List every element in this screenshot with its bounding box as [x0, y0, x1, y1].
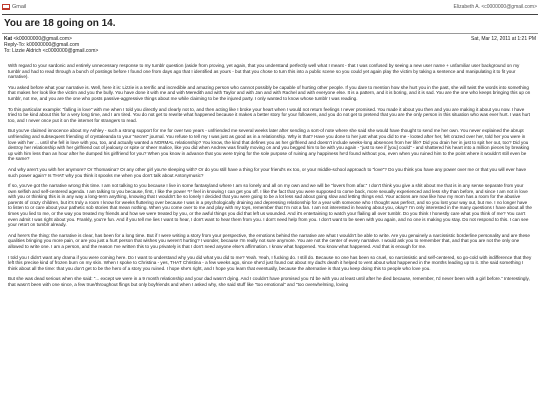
top-bar [0, 0, 540, 14]
body-paragraph: And why aren't you with her anymore? Or Thomasina? Or any other girl you're sleeping with? Or do you still have a thing for your friend's ex too, or your middle-school approach to "love"? Do you think you have any power over me or that you will ever have such power again? Is THAT why you think it spooks me when you don't talk about Antonymusic? [8, 166, 527, 178]
body-paragraph: I told you I didn't want any drama if you were coming here. Do I want to understand why you did what you did to me? Yeah. Yeah, I fucking do. I still do. Because no one has been so cruel, so narcissistic and self-centered, so go-cold with indifference that they left this precise kind of frozen burn on my skin. When I spoke to Christina - yes, THAT Christina - a few weeks ago, since she'd just found out about my dad's death it helped to vent about what happened in the months leading up to it. She said something I think about all the time: that you don't get to be the hero of a story you ruined. I hope she's right, and I hope you learn that eventually, because the alternative is that you keep doing this to people who love you. [8, 254, 532, 271]
gmail-logo-label: Gmail [12, 4, 27, 10]
body-paragraph: If so, you've got the narrative wrong this time. I am not talking to you because I live in some fantasyland where I am so lonely and all on my own and we will be "lovers from afar." I don't think you give a shit about me that is in any sense separate from your own selfish and self-centered agenda. I am talking to you because, first, I like the power *I* feel in knowing I can get you off. I like the fact that you were supposed to come back, more sexually experienced and less shy than before, and since I am not in love with you or thinking this is in any way a long-term anything, knowing that I wouldn't be so lonely I decided that you were going to be a lot less sad about going slow and letting things end. Your actions are now like how my mom has a room for the abusive parents of crazy children, but it's truly a room I know for weeks fluttering over because I was in a psychologically draining and depressing relationship for a year with someone who I thought was perfect, and so you lost your way out, but me. I no longer have to listen to or care about your pathetic sob stories that mean nothing. When you come over to me and play with my toys, remember that I'm not a fan. I am not interested in hearing about you, okay? I'm only interested in the many questions I have about all the times you lied to me, or the way you treated my friends and how we were treated by you, or the awful things you did that left us wounded. And it's entertaining to watch your flailing all over tumblr. Do you think I honestly care what you think of me? You can't even admit I was right about you. Frankly, you're fun. And if you tell me lies I want to hear, I don't want to hear them from you. I don't need help from you. I don't want to be seen with you again, and no one is making you stay. Do not respond to this. I can see your retort on tumblr already. [8, 183, 532, 228]
message-date: Sat, Mar 12, 2011 at 1:21 PM [471, 36, 536, 42]
reply-to-line: Reply-To: k00000000@gmail.com [4, 42, 80, 48]
account-label: Elizabeth A. <c0000000@gmail.com> [453, 4, 537, 10]
subject-heading: You are 18 going on 14. [4, 18, 116, 29]
message-header [0, 34, 540, 54]
sender-name: Kat [4, 36, 13, 42]
body-paragraph: But she was dead serious when she said: "... except we were in a 9 month relationship and your dad wasn't dying. And I couldn't have promised you I'd be with you at least until after he died because, remember, I'd never been with a girl before." Interestingly, that wasn't been with one since, a few true/throughout flings but only boyfriends and when I asked why, she said stuff like "too emotional" and "too overwhelming, loving [8, 276, 530, 287]
recipient-line: To: Lizzie Aldrich <c0000000@gmail.com> [4, 48, 99, 54]
sender-email: <k00000000@gmail.com> [13, 36, 72, 42]
body-paragraph: But you've claimed innocence about my Ashley - such a strong support for me for over two years - unfriended me several weeks later after sending a sort-of note where she said she would have thought to send me her own. You never explained the abrupt unfriending and subsequent friending of crystaleanda to your "secret" journal. You refuse to tell my I was just as good as in a relationship. Why is that? Have you done to her just what you did to me - looted after her, felt crazed over her, told her you were in love with her ... until she fell in love with you, too, and actually wanted a NORMAL relationship? You know, the kind that defines you as her girlfriend and doesn't include weeks-long absences from her life? Did you drain her in just to spit her out, too? Did you destroy her relationship with her girlfriend out of jealousy or spite or sheer malice, like you did when Andrew was finally moving on and you begged him to be with you again - "just to see if [you] could" - and shattered his heart into a million pieces by breaking up with him less than an hour after he dumped his girlfriend for you? When you know in advance that you were trying for the sole purpose of ruining any happiness he'd found without you, even when you ruined him to the point where it wouldn't still even be the same? [8, 128, 530, 162]
envelope-icon [2, 4, 10, 10]
gmail-logo [2, 4, 26, 10]
body-paragraph: To this particular example: "falling in love" with me when I told you directly and clearly not to, and then acting like I broke your heart when I would not return feelings I never promised. You made it about you then and you are making it about you now. I have tried to be kind about this for a very long time, and I am tired. You do not get to rewrite what happened because it makes a better story for your followers, and you do not get to pretend that you are the only person in this situation who was ever hurt. I was hurt too, and I never once put it on the internet for strangers to read. [8, 106, 530, 123]
body-paragraph: And here's the thing: the narrative is clear, has been for a long time. But if I were writing a story from your perspective, the emotions behind the narrative are what I wouldn't be able to write. Are you genuinely a narcissistic borderline personality and are these qualities bringing you more pain, or are you just a hurt person that wishes you weren't hurting? I wonder, because I'm really not sure anymore. You are not the center of every narrative. I would ask you to remember that, and that you are not the only one allowed to write one. I am a person, and the reason I've written this to you privately is that I don't need anyone else's affirmation. I know what happened. You know what happened. And that is enough for me. [8, 232, 530, 250]
message-body [0, 54, 540, 288]
body-paragraph: With regard to your sardonic and entirely unnecessary response to my tumblr question (aside from proving, yet again, that you understand perfectly well what I meant - that I was confused by seeing a new user name + unfamiliar user background on my tumblr and had to read through a bunch of postings before I found one from days ago that I identified as yours - but that you chose to turn this into a public scene so you could yet again play the victim by taking a sentence and manipulating it to fit your narrative). [8, 63, 520, 80]
body-paragraph: You asked before what your narrative is. Well, here it is: Lizzie is a terrific and incredible and amazing person who cannot possibly be capable of hurting other people. If you dare to mention how she hurt you in the past, she will twist the words into something that makes her look like the victim and you the bully. You have done it with me and with Meredith and with Taylor and with Jan and with Rachel and with everyone else. It is a pattern, and it is boring, and it is sad. You are the one who keeps bringing this up on tumblr, not me, and you are the one who posts passive-aggressive things about me while claiming to be the injured party. I only wanted to know whose tumblr I was reading. [8, 84, 531, 101]
